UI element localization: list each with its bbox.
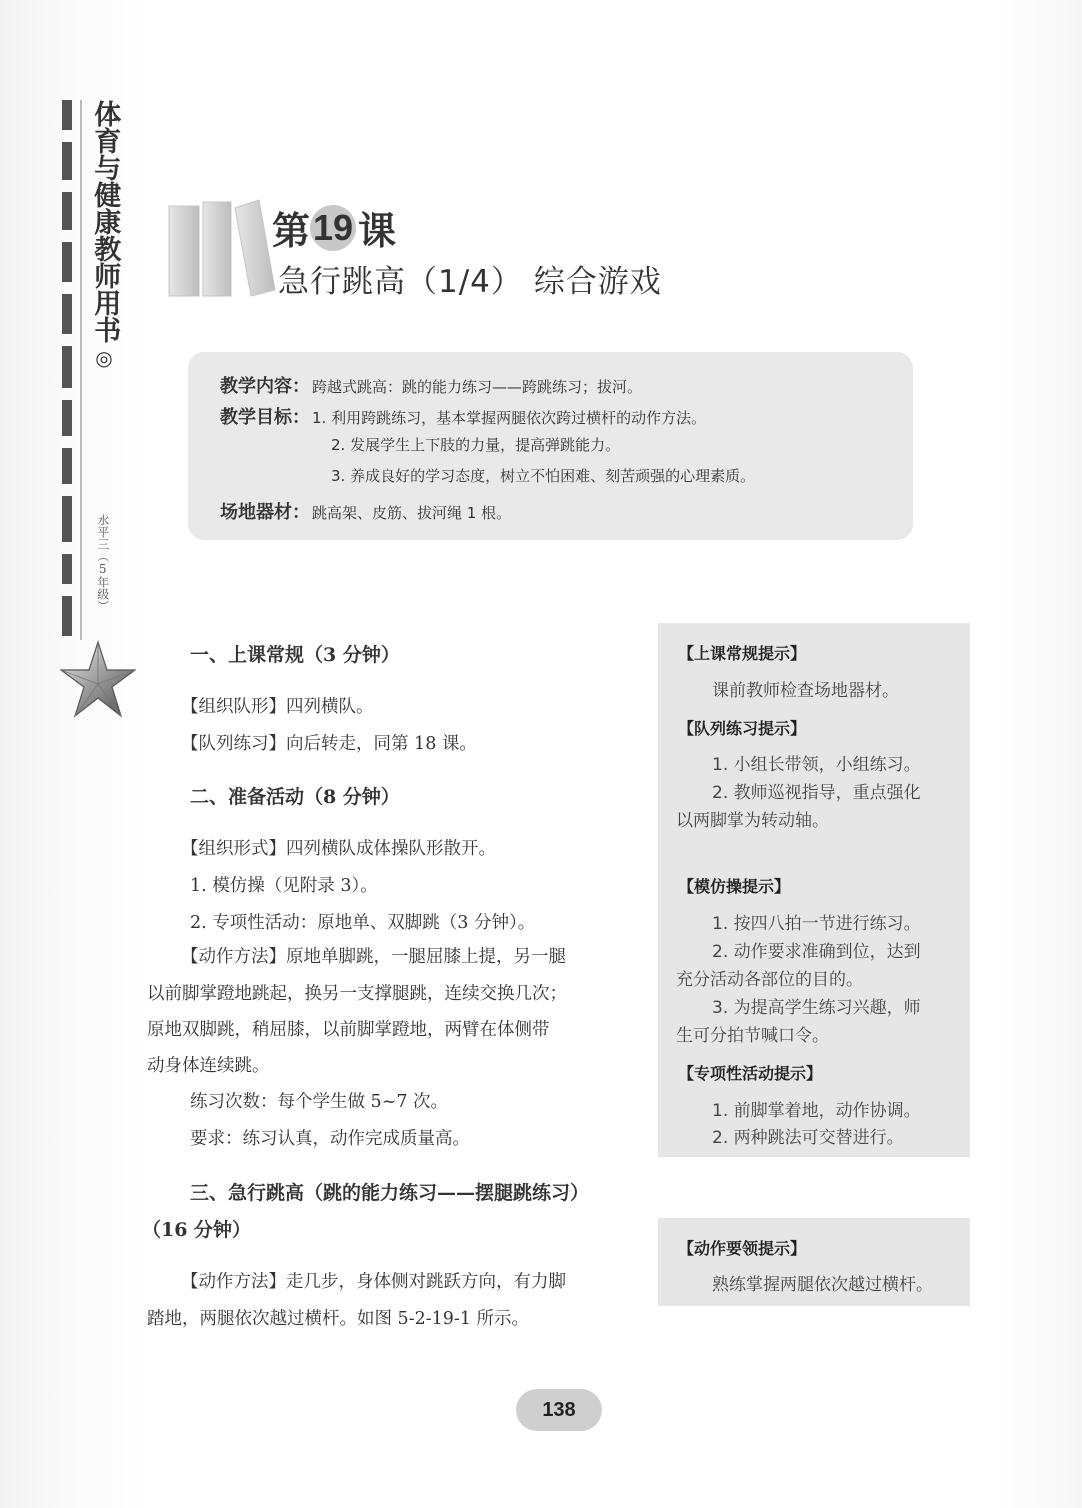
info-equipment-text: 跳高架、皮筋、拔河绳 1 根。 (312, 504, 512, 522)
lesson-number: 19 (312, 207, 354, 248)
section-2-item-2: 2. 专项性活动：原地单、双脚跳（3 分钟）。 (190, 913, 536, 933)
info-content-text: 跨越式跳高：跳的能力练习——跨跳练习；拔河。 (312, 378, 643, 396)
tip-drill-line-2: 2. 教师巡视指导，重点强化 (712, 783, 921, 803)
tip-drill-line-3: 以两脚掌为转动轴。 (676, 811, 829, 831)
tip-exercise-line-5: 生可分拍节喊口令。 (676, 1026, 829, 1046)
lesson-number-ring (310, 205, 356, 251)
tip-exercise-line-1: 1. 按四八拍一节进行练习。 (712, 914, 921, 934)
section-1-heading: 一、上课常规（3 分钟） (190, 644, 400, 666)
books-icon (165, 198, 280, 298)
tip-drill-line-1: 1. 小组长带领，小组练习。 (712, 755, 921, 775)
spine-book-title (88, 100, 120, 374)
info-goals-label: 教学目标 (220, 407, 292, 428)
section-3-heading: 三、急行跳高（跳的能力练习——摆腿跳练习） (190, 1182, 590, 1204)
tip-action-line-1: 熟练掌握两腿依次越过横杆。 (712, 1275, 933, 1295)
section-3-heading-duration: （16 分钟） (142, 1219, 252, 1241)
info-goal-3: 3. 养成良好的学习态度，树立不怕困难、刻苦顽强的心理素质。 (331, 467, 756, 485)
section-2-method-line-1: 【动作方法】原地单脚跳，一腿屈膝上提，另一腿 (181, 947, 566, 967)
section-3-method-line-2: 踏地，两腿依次越过横杆。如图 5-2-19-1 所示。 (147, 1309, 530, 1329)
section-2-method-line-3: 原地双脚跳，稍屈膝，以前脚掌蹬地，两臂在体侧带 (147, 1020, 550, 1040)
spine-line (80, 100, 82, 640)
section-2-item-1: 1. 模仿操（见附录 3）。 (190, 876, 378, 896)
section-2-method-line-2: 以前脚掌蹬地跳起，换另一支撑腿跳，连续交换几次； (147, 984, 567, 1004)
tip-exercise-line-4: 3. 为提高学生练习兴趣，师 (712, 998, 921, 1018)
section-1-formation: 【组织队形】四列横队。 (181, 697, 374, 717)
tip-special-heading: 【专项性活动提示】 (678, 1064, 823, 1083)
info-goal-2: 2. 发展学生上下肢的力量，提高弹跳能力。 (331, 436, 621, 454)
info-content-row (220, 372, 642, 398)
tip-routine-line-1: 课前教师检查场地器材。 (712, 681, 899, 701)
section-2-formation: 【组织形式】四列横队成体操队形散开。 (181, 839, 496, 859)
tip-action-heading: 【动作要领提示】 (678, 1239, 807, 1258)
spine-level (92, 514, 112, 612)
section-1-drill: 【队列练习】向后转走，同第 18 课。 (181, 734, 477, 754)
lesson-number-badge (272, 200, 397, 253)
section-2-reps: 练习次数：每个学生做 5~7 次。 (190, 1092, 449, 1112)
section-2-requirement: 要求：练习认真，动作完成质量高。 (190, 1129, 470, 1149)
tip-special-line-1: 1. 前脚掌着地，动作协调。 (712, 1101, 921, 1121)
lesson-suffix: 课 (358, 211, 397, 253)
spine-title-text: 体育与健康教师用书 (89, 100, 121, 343)
info-content-label: 教学内容 (220, 376, 292, 397)
tip-special-line-2: 2. 两种跳法可交替进行。 (712, 1128, 904, 1148)
tip-routine-heading: 【上课常规提示】 (678, 644, 807, 663)
lesson-prefix: 第 (272, 211, 311, 253)
page-number: 138 (516, 1389, 602, 1431)
tip-exercise-heading: 【模仿操提示】 (678, 877, 791, 896)
section-2-heading: 二、准备活动（8 分钟） (190, 786, 400, 808)
tip-exercise-line-3: 充分活动各部位的目的。 (676, 970, 863, 990)
tip-exercise-line-2: 2. 动作要求准确到位，达到 (712, 942, 921, 962)
info-goals-row (220, 403, 706, 429)
info-equipment-label: 场地器材 (220, 502, 292, 523)
colon: ： (292, 407, 310, 428)
tip-drill-heading: 【队列练习提示】 (678, 719, 807, 738)
spine-decoration (62, 100, 74, 640)
info-equipment-row (220, 498, 511, 524)
star-icon (60, 640, 136, 720)
spine-level-text: 水平三（5年级） (95, 514, 110, 612)
spine-mark: ◎ (95, 346, 113, 370)
info-goal-1: 1. 利用跨跳练习，基本掌握两腿依次跨过横杆的动作方法。 (312, 409, 707, 427)
colon: ： (292, 376, 310, 397)
section-2-method-line-4: 动身体连续跳。 (147, 1056, 270, 1076)
colon: ： (292, 502, 310, 523)
lesson-title: 急行跳高（1/4） 综合游戏 (278, 264, 662, 300)
section-3-method-line-1: 【动作方法】走几步，身体侧对跳跃方向，有力脚 (181, 1272, 566, 1292)
